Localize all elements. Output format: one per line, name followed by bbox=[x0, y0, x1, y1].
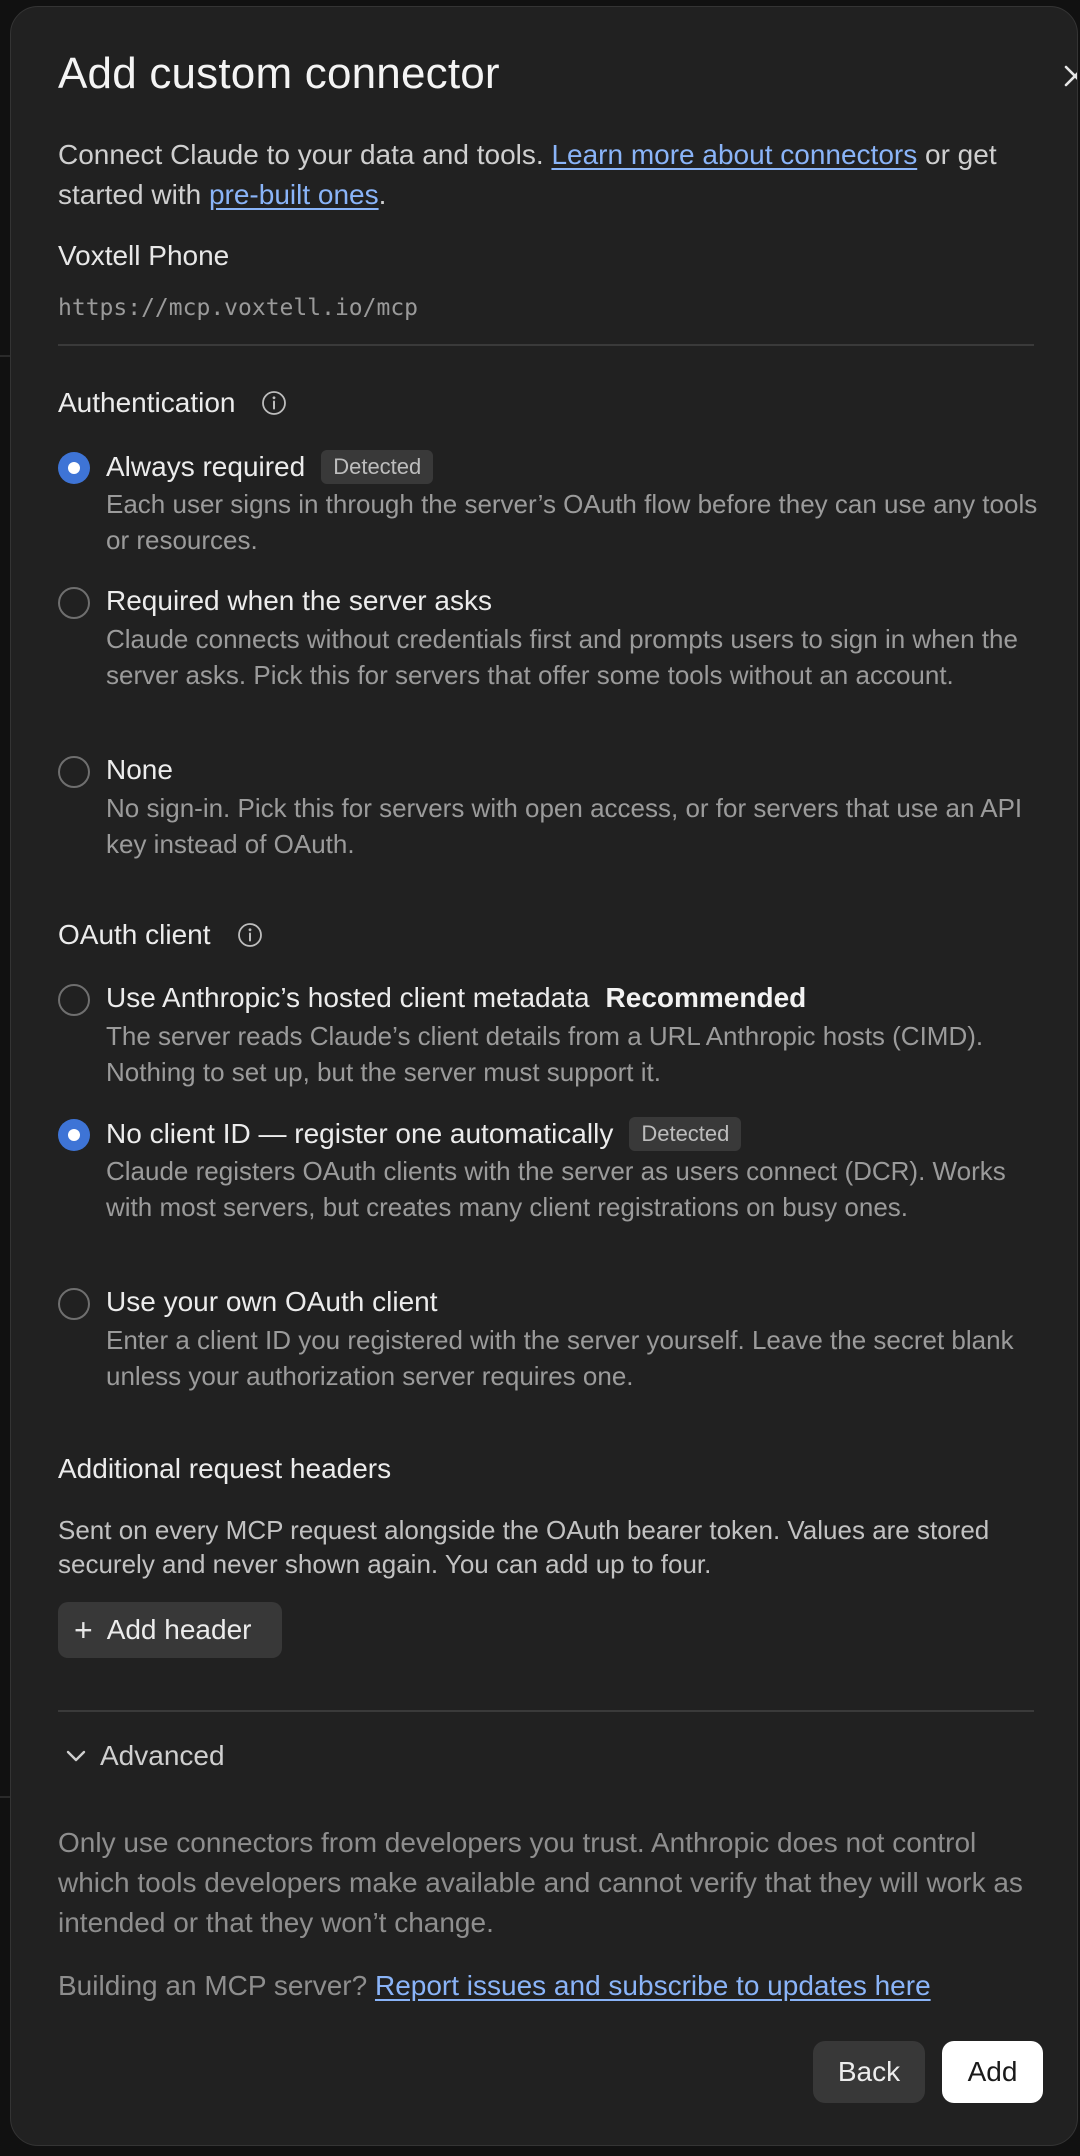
server-name: Voxtell Phone bbox=[58, 240, 230, 271]
option-description: Each user signs in through the server’s OAuth flow before they can use any tools or resources. bbox=[106, 489, 1038, 555]
option-description: Claude registers OAuth clients with the server as users connect (DCR). Works with most servers, but creates many client registrations on busy ones. bbox=[106, 1156, 1006, 1222]
detected-badge: Detected bbox=[321, 450, 433, 484]
add-connector-dialog bbox=[10, 6, 1078, 2146]
plus-icon: + bbox=[74, 1612, 93, 1648]
back-button[interactable]: Back bbox=[813, 2041, 925, 2103]
add-button[interactable]: Add bbox=[942, 2041, 1043, 2103]
option-label: None bbox=[106, 754, 173, 785]
building-text: Building an MCP server? bbox=[58, 1970, 375, 2001]
advanced-toggle[interactable] bbox=[58, 1740, 225, 1772]
report-issues-link[interactable]: Report issues and subscribe to updates here bbox=[374, 1970, 931, 2001]
oauth-client-section-title bbox=[58, 919, 263, 951]
radio-button[interactable] bbox=[58, 1119, 90, 1151]
info-icon[interactable] bbox=[261, 390, 287, 416]
intro-text: Connect Claude to your data and tools. bbox=[58, 139, 552, 170]
advanced-label: Advanced bbox=[100, 1740, 225, 1771]
option-label: No client ID — register one automatically bbox=[106, 1118, 614, 1149]
intro-text: or get started with bbox=[58, 139, 997, 210]
oauth-client-title: OAuth client bbox=[58, 919, 211, 950]
option-label: Always required bbox=[106, 451, 306, 482]
headers-section-title: Additional request headers bbox=[58, 1453, 392, 1484]
authentication-section-title bbox=[58, 387, 287, 419]
radio-button[interactable] bbox=[58, 452, 90, 484]
close-icon bbox=[1058, 59, 1078, 93]
radio-button[interactable] bbox=[58, 587, 90, 619]
info-icon[interactable] bbox=[237, 922, 263, 948]
learn-more-link[interactable]: Learn more about connectors bbox=[551, 139, 918, 170]
chevron-down-icon bbox=[62, 1742, 90, 1770]
radio-button[interactable] bbox=[58, 756, 90, 788]
option-label: Required when the server asks bbox=[106, 585, 492, 616]
trust-warning: Only use connectors from developers you trust. Anthropic does not control which tools developers make available and cannot verify that they will work as intended or that they won’t change. bbox=[58, 1827, 1023, 1938]
server-url: https://mcp.voxtell.io/mcp bbox=[58, 295, 419, 321]
option-label: Use your own OAuth client bbox=[106, 1286, 438, 1317]
option-description: The server reads Claude’s client details from a URL Anthropic hosts (CIMD). Nothing to set up, but the server must support it. bbox=[106, 1021, 984, 1087]
add-header-button[interactable] bbox=[58, 1602, 282, 1658]
option-label: Use Anthropic’s hosted client metadata bbox=[106, 982, 590, 1013]
headers-description: Sent on every MCP request alongside the OAuth bearer token. Values are stored securely and never shown again. You can add up to four. bbox=[58, 1515, 990, 1579]
detected-badge: Detected bbox=[629, 1117, 741, 1151]
dialog-title: Add custom connector bbox=[58, 49, 500, 98]
option-description: No sign-in. Pick this for servers with open access, or for servers that use an API key instead of OAuth. bbox=[106, 793, 1023, 859]
authentication-title: Authentication bbox=[58, 387, 236, 418]
divider bbox=[58, 1710, 1034, 1712]
radio-button[interactable] bbox=[58, 1288, 90, 1320]
dialog-intro bbox=[58, 135, 1044, 215]
divider bbox=[58, 344, 1034, 346]
close-button[interactable] bbox=[1058, 59, 1078, 93]
building-mcp-note bbox=[58, 1970, 931, 2002]
radio-button[interactable] bbox=[58, 984, 90, 1016]
prebuilt-connectors-link[interactable]: pre-built ones bbox=[208, 179, 379, 210]
recommended-tag: Recommended bbox=[605, 982, 807, 1013]
option-description: Enter a client ID you registered with the server yourself. Leave the secret blank unless your authorization server requires one. bbox=[106, 1325, 1014, 1391]
add-header-label: Add header bbox=[106, 1614, 252, 1645]
option-description: Claude connects without credentials first and prompts users to sign in when the server asks. Pick this for servers that offer some tools without an account. bbox=[106, 624, 1018, 690]
intro-text: . bbox=[378, 179, 387, 210]
